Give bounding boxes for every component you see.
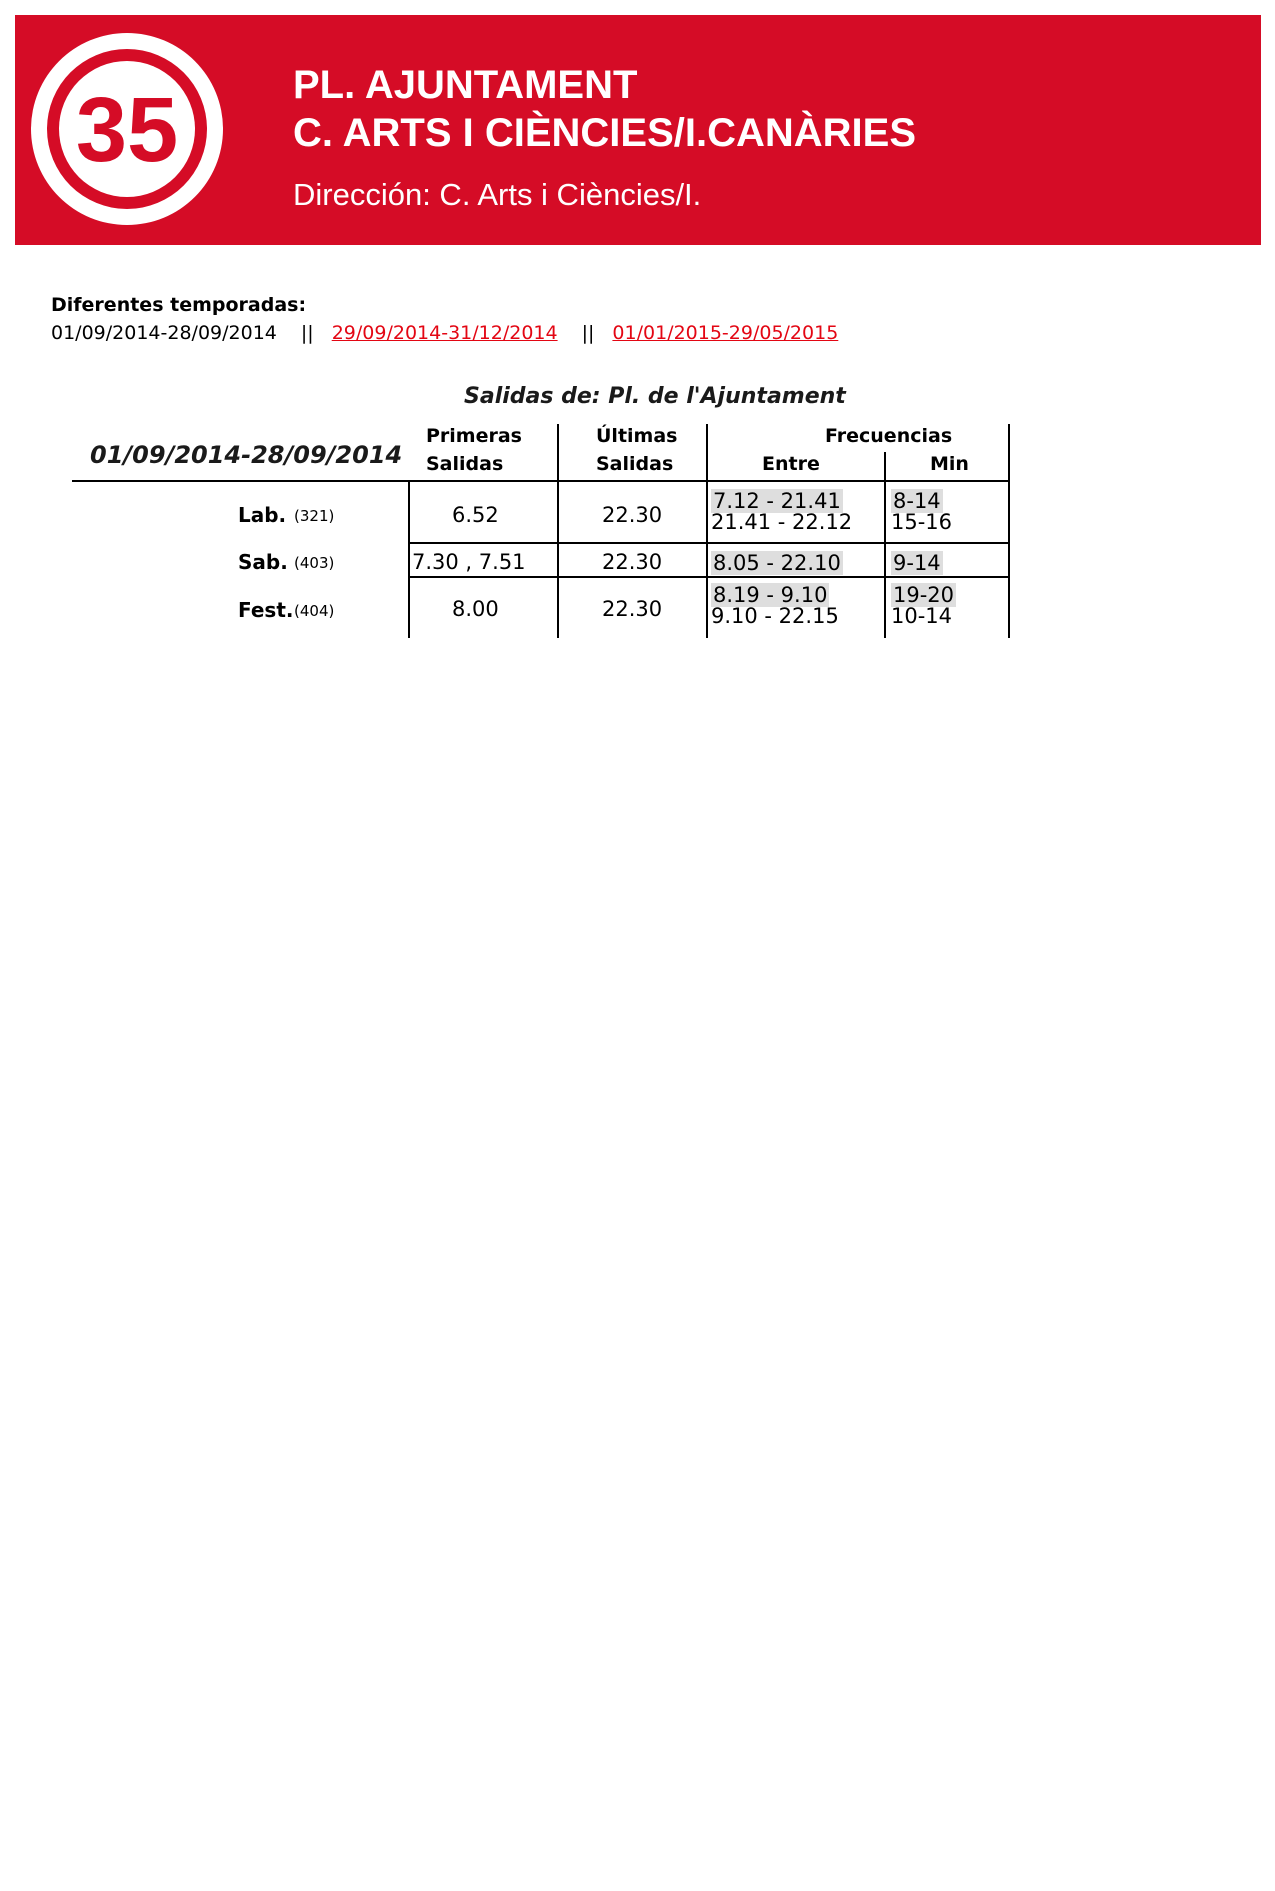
frequency-range: 9.10 - 22.15 xyxy=(711,604,839,628)
season-current: 01/09/2014-28/09/2014 xyxy=(51,322,277,344)
row-day-label: Lab. xyxy=(238,503,287,527)
table-header-rule xyxy=(72,480,1010,482)
frequency-range: 8.05 - 22.10 xyxy=(713,551,841,575)
header-entre: Entre xyxy=(762,453,820,475)
column-divider xyxy=(408,480,410,638)
frequency-minutes: 15-16 xyxy=(891,510,953,534)
header-ultimas-salidas: Salidas xyxy=(596,453,674,475)
frequency-range: 21.41 - 22.12 xyxy=(711,510,853,534)
first-departure: 7.30 , 7.51 xyxy=(412,550,526,574)
route-header xyxy=(15,15,1261,245)
row-day-code: (403) xyxy=(294,554,335,572)
timetable-title: Salidas de: Pl. de l'Ajuntament xyxy=(464,384,846,409)
season-separator: || xyxy=(300,322,314,344)
header-ultimas: Últimas xyxy=(596,425,678,447)
row-day-code: (321) xyxy=(294,507,335,525)
row-day-code: (404) xyxy=(294,602,335,620)
season-link-2[interactable]: 01/01/2015-29/05/2015 xyxy=(612,322,839,344)
row-divider xyxy=(409,542,1010,544)
route-title-origin: PL. AJUNTAMENT xyxy=(293,63,638,107)
last-departure: 22.30 xyxy=(602,503,663,527)
header-primeras: Primeras xyxy=(426,425,522,447)
season-separator: || xyxy=(581,322,595,344)
header-primeras-salidas: Salidas xyxy=(426,453,504,475)
frequency-minutes: 9-14 xyxy=(893,551,941,575)
frequency-range: 7.12 - 21.41 xyxy=(713,489,841,513)
column-divider xyxy=(1008,424,1010,638)
last-departure: 22.30 xyxy=(602,597,663,621)
header-frecuencias: Frecuencias xyxy=(825,425,953,447)
column-divider xyxy=(884,452,886,638)
row-day-label: Sab. xyxy=(238,550,288,574)
header-min: Min xyxy=(930,453,969,475)
route-direction: Dirección: C. Arts i Ciències/I. xyxy=(293,177,702,212)
route-number-badge xyxy=(31,33,223,225)
season-link-1[interactable]: 29/09/2014-31/12/2014 xyxy=(331,322,558,344)
row-divider xyxy=(409,576,1010,578)
route-title-destination: C. ARTS I CIÈNCIES/I.CANÀRIES xyxy=(293,111,917,155)
frequency-minutes: 19-20 xyxy=(893,583,955,607)
first-departure: 6.52 xyxy=(452,503,499,527)
timetable-period: 01/09/2014-28/09/2014 xyxy=(90,441,403,469)
row-day-label: Fest. xyxy=(238,598,294,622)
frequency-minutes: 8-14 xyxy=(893,489,941,513)
route-number: 35 xyxy=(75,79,179,181)
frequency-range: 8.19 - 9.10 xyxy=(713,583,828,607)
first-departure: 8.00 xyxy=(452,597,499,621)
frequency-minutes: 10-14 xyxy=(891,604,953,628)
last-departure: 22.30 xyxy=(602,550,663,574)
column-divider xyxy=(557,424,559,638)
column-divider xyxy=(706,424,708,638)
seasons-selector xyxy=(51,322,838,344)
seasons-label: Diferentes temporadas: xyxy=(51,294,307,316)
